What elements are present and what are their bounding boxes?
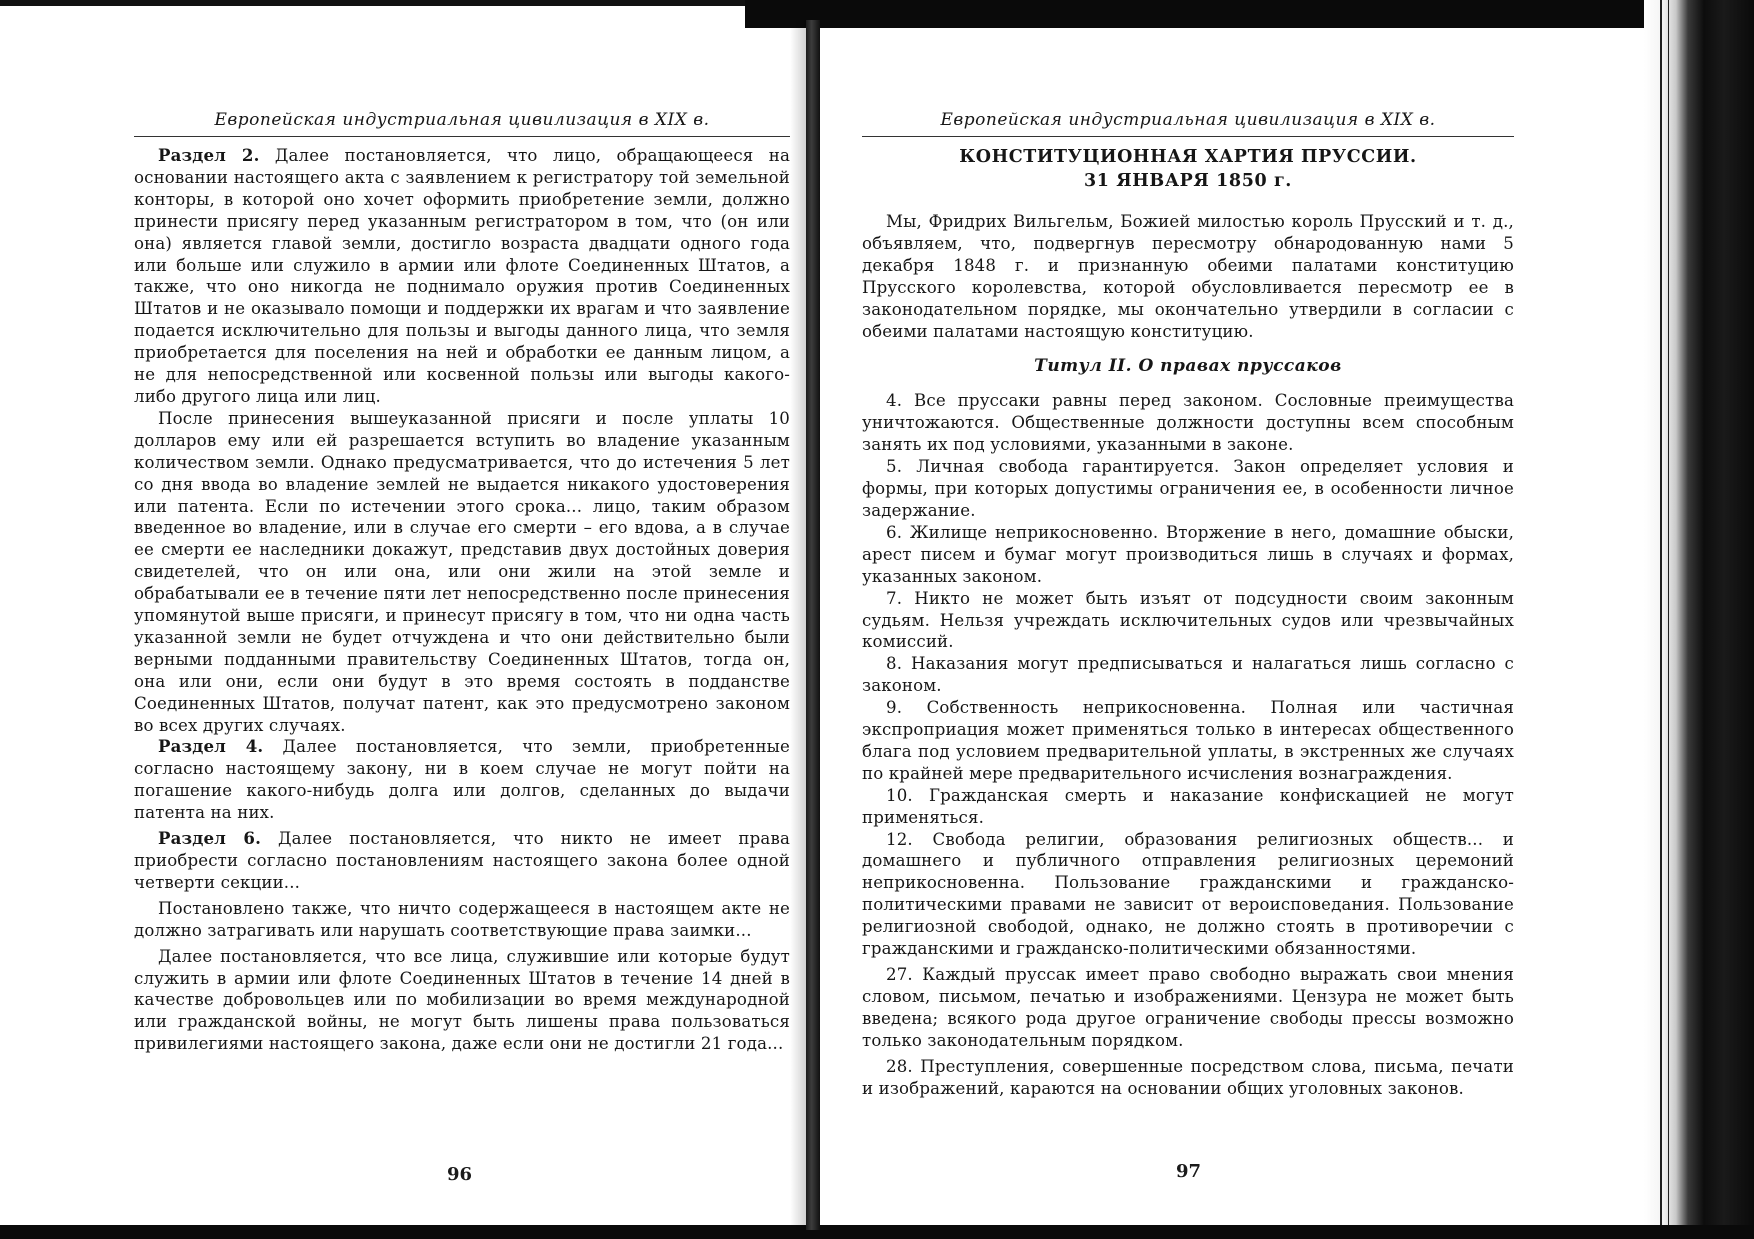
- article: 28. Преступления, совершенные посредством слова, письма, печати и изображений, караются на основании общих уголовных законов.: [862, 1056, 1514, 1098]
- article: 10. Гражданская смерть и наказание конфискацией не могут применяться.: [862, 785, 1514, 827]
- page-number-left: 96: [447, 1164, 473, 1185]
- gutter-shadow: [790, 20, 806, 1230]
- article: 7. Никто не может быть изъят от подсудности своим законным судьям. Нельзя учреждать исключительных судов или чрезвычайных комиссий.: [862, 588, 1514, 652]
- section-lead: Раздел 4.: [158, 736, 264, 757]
- document-title-line: 31 ЯНВАРЯ 1850 г.: [1084, 171, 1292, 191]
- page-number-right: 97: [1176, 1161, 1202, 1182]
- paragraph-text: Далее постановляется, что лицо, обращающееся на основании настоящего акта с заявлением к регистратору той земельной конторы, в которой оно хочет оформить приобретение земли, должно принести присягу перед указанным регистратором в том, что (он или она) является главой земли, достигло возраста двадцати одного года или больше или служило в армии или флоте Соединенных Штатов, а также, что оно никогда не поднимало оружия против Соединенных Штатов и не оказывало помощи и поддержки их врагам и что заявление подается исключительно для пользы и выгоды данного лица, что земля приобретается для поселения на ней и обработки ее данным лицом, а не для непосредственной или косвенной пользы или выгоды какого-либо другого лица или лиц.: [134, 146, 790, 406]
- paragraph-section-2: [134, 145, 790, 408]
- paragraph-section-4: [134, 736, 790, 824]
- paragraph: [134, 898, 790, 942]
- section-lead: Раздел 2.: [158, 145, 260, 165]
- scan-edge-top-right: [745, 0, 1754, 28]
- article: 4. Все пруссаки равны перед законом. Сословные преимущества уничтожаются. Общественные должности доступны всем способным занять их под условиями, указанными в законе.: [862, 391, 1514, 455]
- article: 12. Свобода религии, образования религиозных обществ... и домашнего и публичного отправления религиозных церемоний неприкосновенна. Пользование гражданскими и гражданско-политическими правами не зависит от вероисповедания. Пользование религиозной свободой, однако, не должно стоять в противоречии с гражданскими и гражданско-политическими обязанностями.: [862, 829, 1514, 959]
- document-title: [862, 145, 1514, 193]
- preamble: Мы, Фридрих Вильгельм, Божией милостью король Прусский и т. д., объявляем, что, подвергнув пересмотру обнародованную нами 5 декабря 1848 г. и признанную обеими палатами конституцию Прусского королевства, которой обусловливается пересмотр ее в законодательном порядке, мы окончательно утвердили в согласии с обеими палатами настоящую конституцию.: [862, 212, 1514, 341]
- article: 9. Собственность неприкосновенна. Полная или частичная экспроприация может применяться только в интересах общественного блага под условием предварительной уплаты, в экстренных же случаях по крайней мере предварительного исчисления вознаграждения.: [862, 698, 1514, 783]
- section-title: Титул II. О правах пруссаков: [1034, 356, 1342, 377]
- document-title-line: КОНСТИТУЦИОННАЯ ХАРТИЯ ПРУССИИ.: [959, 147, 1417, 167]
- article: 5. Личная свобода гарантируется. Закон определяет условия и формы, при которых допустимы ограничения ее, в особенности личное задержание.: [862, 457, 1514, 520]
- scan-edge-top-left: [0, 0, 745, 6]
- paragraph-text: Далее постановляется, что земли, приобретенные согласно настоящему закону, ни в коем случае не могут пойти на погашение какого-нибудь долга или долгов, сделанных до выдачи патента на них.: [134, 737, 791, 823]
- paragraph-text: После принесения вышеуказанной присяги и после уплаты 10 долларов ему или ей разрешается вступить во владение указанным количеством земли. Однако предусматривается, что до истечения 5 лет со дня ввода во владение землей не выдается никакого удостоверения или патента. Если по истечении этого срока... лицо, таким образом введенное во владение, или в случае его смерти – его вдова, а в случае ее смерти ее наследники докажут, представив двух достойных доверия свидетелей, что он или она, или они жили на этой земле и обрабатывали ее в течение пяти лет непосредственно после принесения упомянутой выше присяги, и принесут присягу в том, что ни одна часть указанной земли не будет отчуждена и что они действительно были верными подданными правительству Соединенных Штатов, тогда он, она или они, если они будут в это время состоять в подданстве Соединенных Штатов, получат патент, как это предусмотрено законом во всех других случаях.: [134, 408, 790, 735]
- paragraph: [134, 946, 790, 1056]
- article: 27. Каждый пруссак имеет право свободно выражать свои мнения словом, письмом, печатью и изображениями. Цензура не может быть введена; всякого рода другое ограничение свободы прессы возможно только законодательным порядком.: [862, 965, 1514, 1050]
- paragraph-text: Далее постановляется, что все лица, служившие или которые будут служить в армии или флоте Соединенных Штатов в течение 14 дней в качестве добровольцев или по мобилизации во время международной или гражданской войны, не могут быть лишены права пользоваться привилегиями настоящего закона, даже если они не достигли 21 года...: [134, 946, 790, 1054]
- paragraph-text: Постановлено также, что ничто содержащееся в настоящем акте не должно затрагивать или нарушать соответствующие права заимки...: [134, 898, 790, 940]
- section-lead: Раздел 6.: [158, 828, 262, 849]
- left-page: [134, 110, 790, 1055]
- scan-edge-bottom: [0, 1225, 1754, 1239]
- book-gutter: [806, 20, 820, 1230]
- scan-edge-line: [1668, 0, 1669, 1239]
- paragraph: [134, 408, 790, 737]
- right-page: [862, 110, 1514, 1099]
- paragraph-text: Далее постановляется, что никто не имеет права приобрести согласно постановлениям настоящего закона более одной четверти секции...: [134, 829, 790, 892]
- paragraph-section-6: [134, 828, 790, 894]
- scan-edge-line: [1660, 0, 1662, 1239]
- article: 8. Наказания могут предписываться и налагаться лишь согласно с законом.: [862, 654, 1514, 696]
- article: 6. Жилище неприкосновенно. Вторжение в него, домашние обыски, арест писем и бумаг могут производиться лишь в случаях и формах, указанных законом.: [862, 522, 1514, 586]
- running-head-right: Европейская индустриальная цивилизация в XIX в.: [862, 110, 1514, 137]
- running-head-left: Европейская индустриальная цивилизация в XIX в.: [134, 110, 790, 137]
